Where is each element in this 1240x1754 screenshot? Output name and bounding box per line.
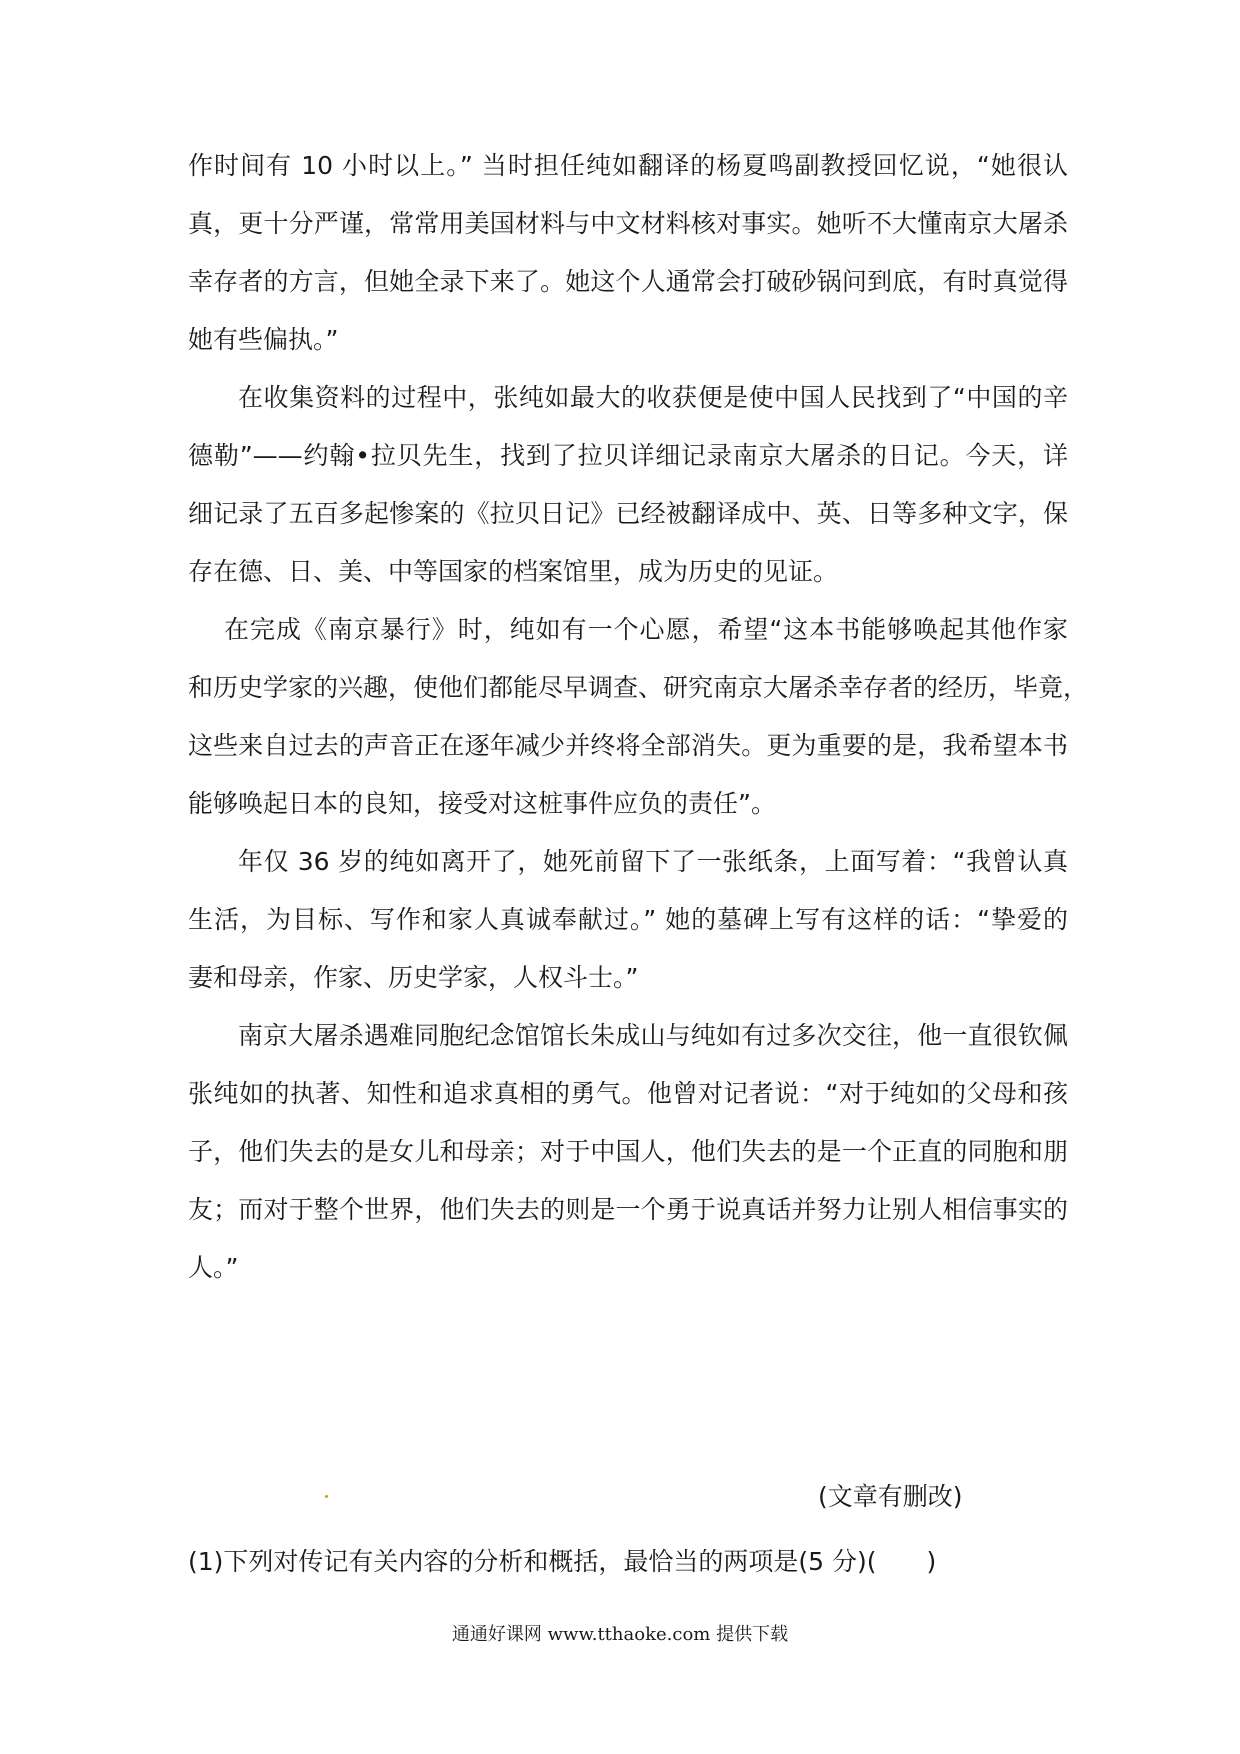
text-line: 作时间有 10 小时以上。” 当时担任纯如翻译的杨夏鸣副教授回忆说，“她很认 bbox=[188, 151, 1068, 180]
text-line: 真，更十分严谨，常常用美国材料与中文材料核对事实。她听不大懂南京大屠杀 bbox=[188, 209, 1068, 238]
text-line: 幸存者的方言，但她全录下来了。她这个人通常会打破砂锅问到底，有时真觉得 bbox=[188, 267, 1068, 296]
text-line: 妻和母亲，作家、历史学家，人权斗士。” bbox=[188, 963, 639, 992]
text-line: 细记录了五百多起惨案的《拉贝日记》已经被翻译成中、英、日等多种文字，保 bbox=[188, 499, 1068, 528]
text-line: 在完成《南京暴行》时，纯如有一个心愿，希望“这本书能够唤起其他作家 bbox=[224, 615, 1068, 644]
source-note: (文章有删改) bbox=[818, 1482, 963, 1511]
text-line: 德勒”——约翰•拉贝先生，找到了拉贝详细记录南京大屠杀的日记。今天，详 bbox=[188, 441, 1068, 470]
text-line: 存在德、日、美、中等国家的档案馆里，成为历史的见证。 bbox=[188, 557, 839, 586]
text-line: 在收集资料的过程中，张纯如最大的收获便是使中国人民找到了“中国的辛 bbox=[238, 383, 1068, 412]
text-line: 人。” bbox=[188, 1253, 239, 1282]
question-text: (1)下列对传记有关内容的分析和概括，最恰当的两项是(5 分)( ) bbox=[188, 1547, 937, 1576]
text-line: 这些来自过去的声音正在逐年减少并终将全部消失。更为重要的是，我希望本书 bbox=[188, 731, 1068, 760]
text-line: 友；而对于整个世界，他们失去的则是一个勇于说真话并努力让别人相信事实的 bbox=[188, 1195, 1068, 1224]
text-line: 子，他们失去的是女儿和母亲；对于中国人，他们失去的是一个正直的同胞和朋 bbox=[188, 1137, 1068, 1166]
text-line: 年仅 36 岁的纯如离开了，她死前留下了一张纸条，上面写着：“我曾认真 bbox=[238, 847, 1068, 876]
speck-mark bbox=[325, 1495, 328, 1498]
footer-text: 通通好课网 www.tthaoke.com 提供下载 bbox=[451, 1624, 789, 1645]
text-line: 张纯如的执著、知性和追求真相的勇气。他曾对记者说：“对于纯如的父母和孩 bbox=[188, 1079, 1068, 1108]
text-line: 和历史学家的兴趣，使他们都能尽早调查、研究南京大屠杀幸存者的经历，毕竟， bbox=[188, 673, 1089, 702]
text-line: 南京大屠杀遇难同胞纪念馆馆长朱成山与纯如有过多次交往，他一直很钦佩 bbox=[238, 1021, 1068, 1050]
text-line: 能够唤起日本的良知，接受对这桩事件应负的责任”。 bbox=[188, 789, 776, 818]
text-line: 生活，为目标、写作和家人真诚奉献过。” 她的墓碑上写有这样的话：“挚爱的 bbox=[188, 905, 1068, 934]
text-line: 她有些偏执。” bbox=[188, 325, 339, 354]
